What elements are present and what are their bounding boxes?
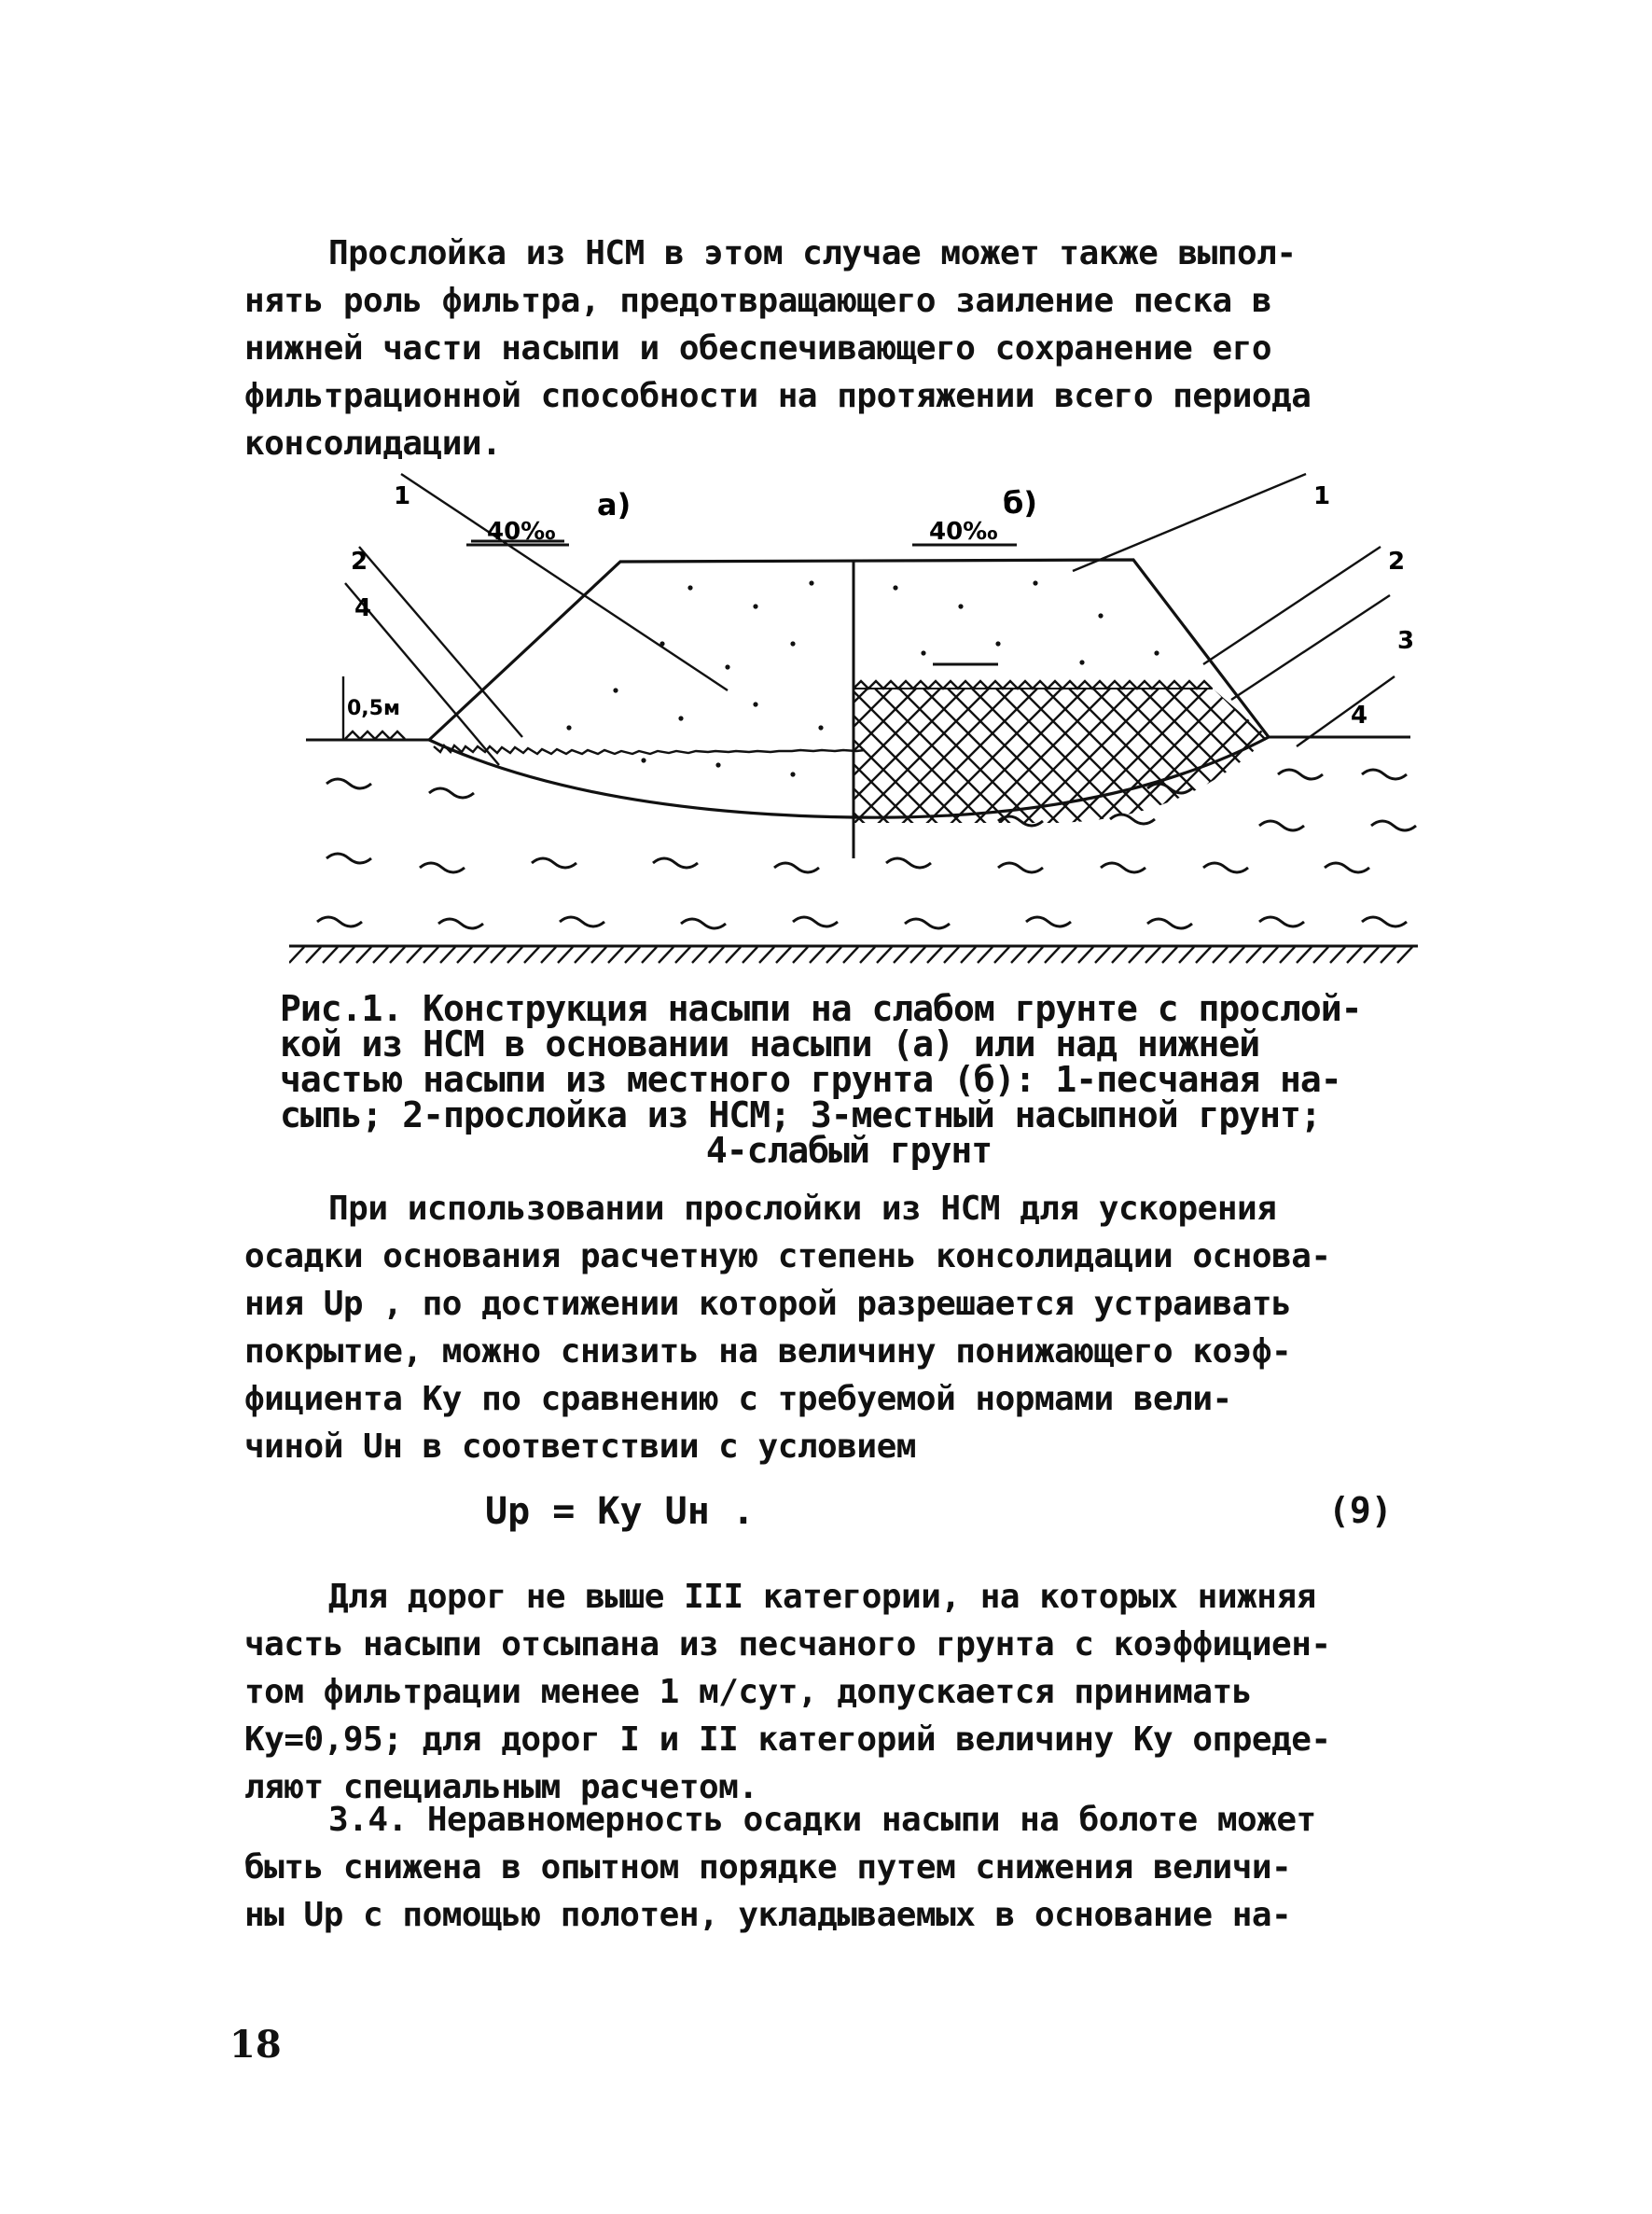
caption-line: Рис.1. Конструкция насыпи на слабом грунте с прослой- <box>280 988 1362 1029</box>
callout-1-left: 1 <box>394 482 411 510</box>
text-line: Ky=0,95; для дорог I и II категорий величину Ky опреде- <box>244 1720 1331 1759</box>
callout-4-left: 4 <box>354 594 372 622</box>
formula-number: (9) <box>1328 1490 1393 1531</box>
paragraph-consolidation <box>244 1185 1453 1470</box>
text-line: Для дорог не выше III категории, на которых нижняя <box>328 1578 1316 1616</box>
text-line: чиной Uн в соответствии с условием <box>244 1427 916 1466</box>
callout-2-right: 2 <box>1388 548 1406 576</box>
text-line: осадки основания расчетную степень консолидации основа- <box>244 1237 1331 1275</box>
thickness-label: 0,5м <box>347 697 400 720</box>
embankment-figure <box>289 466 1446 970</box>
figure-caption <box>280 988 1418 1171</box>
slope-label-right: 40‰ <box>929 518 998 546</box>
text-line: фильтрационной способности на протяжении всего периода <box>244 377 1312 415</box>
paragraph-section-3-4 <box>244 1796 1453 1939</box>
text-line: Прослойка из НСМ в этом случае может также выпол- <box>328 234 1297 272</box>
formula: Up = Ky Uн . <box>485 1490 755 1533</box>
caption-line: частью насыпи из местного грунта (б): 1-песчаная на- <box>280 1059 1341 1100</box>
text-line: нижней части насыпи и обеспечивающего сохранение его <box>244 329 1272 368</box>
firm-base-hatching <box>289 947 1412 963</box>
text-line: ляют специальным расчетом. <box>244 1768 758 1806</box>
callout-3-right: 3 <box>1397 627 1415 655</box>
text-line: часть насыпи отсыпана из песчаного грунта с коэффициен- <box>244 1625 1331 1664</box>
text-line: При использовании прослойки из НСМ для ускорения <box>328 1190 1277 1228</box>
text-line: фициента Ky по сравнению с требуемой нормами вели- <box>244 1380 1232 1418</box>
label-b: б) <box>1003 485 1037 521</box>
callout-4-right: 4 <box>1351 702 1368 730</box>
callout-2-left: 2 <box>351 548 368 576</box>
geotextile-layer-b <box>854 681 1212 689</box>
geotextile-thickness-mark <box>345 731 405 739</box>
page-number: 18 <box>229 2023 282 2067</box>
caption-line: кой из НСМ в основании насыпи (а) или над нижней <box>280 1023 1260 1065</box>
caption-line: 4-слабый грунт <box>705 1130 993 1171</box>
text-line: быть снижена в опытном порядке путем снижения величи- <box>244 1848 1292 1887</box>
callout-1-right: 1 <box>1313 482 1331 510</box>
label-a: а) <box>597 487 632 522</box>
text-line: 3.4. Неравномерность осадки насыпи на болоте может <box>328 1801 1316 1839</box>
paragraph-intro <box>244 230 1453 467</box>
slope-label-left: 40‰ <box>487 518 556 546</box>
text-line: консолидации. <box>244 425 502 463</box>
text-line: ния Up , по достижении которой разрешается устраивать <box>244 1285 1292 1323</box>
text-line: том фильтрации менее 1 м/сут, допускается принимать <box>244 1673 1252 1711</box>
geotextile-layer-a <box>434 745 865 754</box>
text-line: нять роль фильтра, предотвращающего заиление песка в <box>244 282 1272 320</box>
text-line: ны Up с помощью полотен, укладываемых в основание на- <box>244 1896 1292 1934</box>
paragraph-roads <box>244 1573 1453 1811</box>
caption-line: сыпь; 2-прослойка из НСМ; 3-местный насыпной грунт; <box>280 1094 1321 1135</box>
text-line: покрытие, можно снизить на величину понижающего коэф- <box>244 1332 1292 1371</box>
